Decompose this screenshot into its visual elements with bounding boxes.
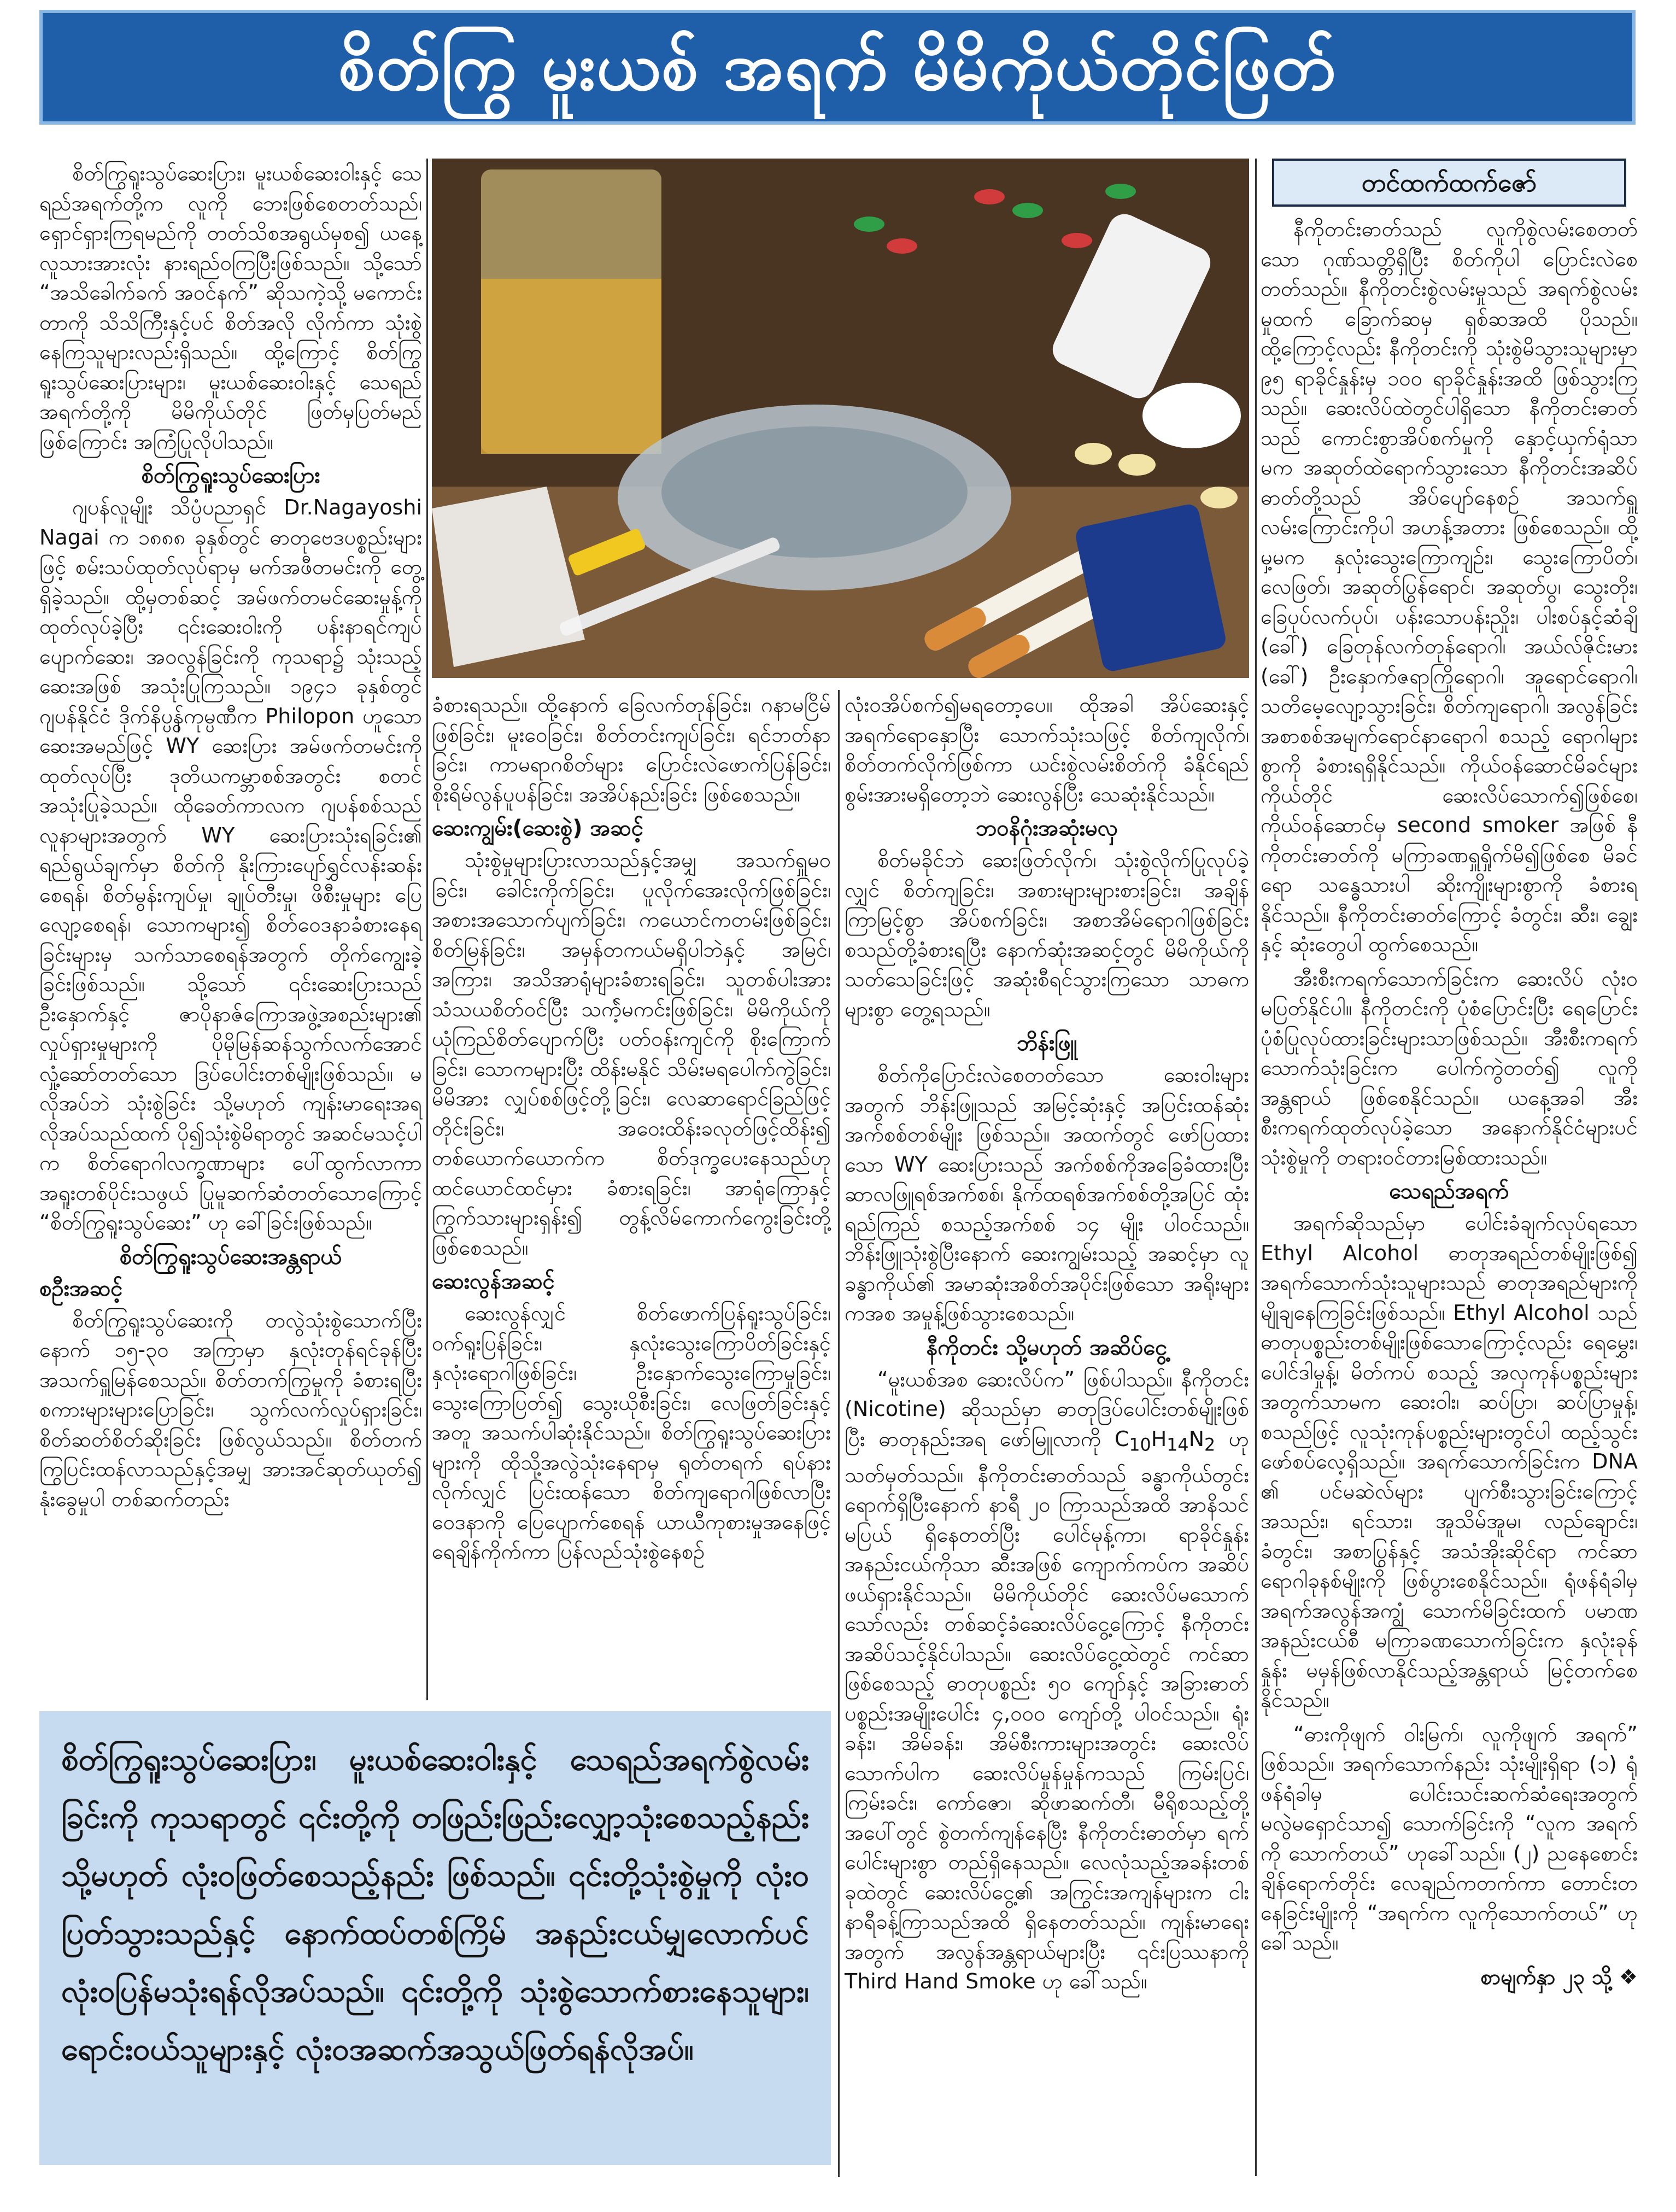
article-column-4 — [1261, 159, 1638, 1992]
intro-paragraph: စိတ်ကြွရူးသွပ်ဆေးပြား၊ မူးယစ်ဆေးဝါးနှင့် သေရည်အရက်တို့က လူကို ဘေးဖြစ်စေတတ်သည်၊ ရှောင်ရှားကြရမည်ကို တတ်သိစအရွယ်မှစ၍ ယနေ့လူသားအားလုံး နားရည်ဝကြပြီးဖြစ်သည်။ သို့သော် “အသိခေါက်ခက် အဝင်နက်” ဆိုသကဲ့သို့ မကောင်းတာကို သိသိကြီးနှင့်ပင် စိတ်အလို လိုက်ကာ သုံးစွဲနေကြသူများလည်းရှိသည်။ ထို့ကြောင့် စိတ်ကြွရူးသွပ်ဆေးပြားများ၊ မူးယစ်ဆေးဝါးနှင့် သေရည်အရက်တို့ကို မိမိကိုယ်တိုင် ဖြတ်မှပြတ်မည်ဖြစ်ကြောင်း အကြံပြုလိုပါသည်။ — [39, 161, 422, 454]
drugs-photo-illustration — [432, 159, 1249, 678]
subheading-overdose-stage: ဆေးလွန်အဆင့် — [432, 1269, 555, 1294]
nicotine-paragraph: “မူးယစ်အစ ဆေးလိပ်က” ဖြစ်ပါသည်။ နီကိုတင်း (Nicotine) ဆိုသည်မှာ ဓာတုဒြပ်ပေါင်းတစ်မျိုးဖြစ်ပြီး ဓာတုနည်းအရ ဖော်မြူလာကို $C_{10}H_{14}N_2$ ဟု သတ်မှတ်သည်။ နီကိုတင်းဓာတ်သည် ခန္ဓာကိုယ်တွင်း ရောက်ရှိပြီးနောက် နာရီ ၂၀ ကြာသည်အထိ အာနိသင်မပြယ် ရှိနေတတ်ပြီး ပေါင်မုန့်ကာ၊ ရာခိုင်နှုန်းအနည်းငယ်ကိုသာ ဆီးအဖြစ် ကျောက်ကပ်က အဆိပ်ဖယ်ရှားနိုင်သည်။ မိမိကိုယ်တိုင် ဆေးလိပ်မသောက်သော်လည်း တစ်ဆင့်ခံဆေးလိပ်ငွေ့ကြောင့် နီကိုတင်း အဆိပ်သင့်နိုင်ပါသည်။ ဆေးလိပ်ငွေ့ထဲတွင် ကင်ဆာဖြစ်စေသည့် ဓာတုပစ္စည်း ၅၀ ကျော်နှင့် အခြားဓာတ်ပစ္စည်းအမျိုးပေါင်း ၄,၀၀၀ ကျော်တို့ ပါဝင်သည်။ ရုံးခန်း၊ အိမ်ခန်း၊ အိမ်စီးကားများအတွင်း ဆေးလိပ်သောက်ပါက ဆေးလိပ်မှုန်မှုန်ကသည် ကြမ်းပြင်၊ ကြမ်းခင်း၊ ကော်ဇော၊ ဆိုဖာဆက်တီ၊ မီရိုစသည့်တို့အပေါ်တွင် စွဲတက်ကျန်နေပြီး နီကိုတင်းဓာတ်မှာ ရက်ပေါင်းများစွာ တည်ရှိနေသည်။ လေလုံသည့်အခန်းတစ်ခုထဲတွင် ဆေးလိပ်ငွေ့၏ အကြွင်းအကျန်များက ငါးနာရီခန့်ကြာသည်အထိ ရှိနေတတ်သည်။ ကျန်းမာရေးအတွက် အလွန်အန္တရာယ်များပြီး ၎င်းပြဿနာကို Third Hand Smoke ဟု ခေါ်သည်။ — [845, 1367, 1249, 1994]
tragic-end-paragraph: စိတ်မခိုင်ဘဲ ဆေးဖြတ်လိုက်၊ သုံးစွဲလိုက်ပြုလုပ်ခဲ့လျှင် စိတ်ကျခြင်း၊ အစားများများစားခြင်း၊ အချိန်ကြာမြင့်စွာ အိပ်စက်ခြင်း၊ အစာအိမ်ရောဂါဖြစ်ခြင်းစသည်တို့ခံစားရပြီး နောက်ဆုံးအဆင့်တွင် မိမိကိုယ်ကို သတ်သေခြင်းဖြင့် အဆုံးစီရင်သွားကြသော သာဓကများစွာ တွေ့ရသည်။ — [845, 848, 1249, 1021]
column-divider — [1255, 159, 1257, 2176]
drugs-photo — [432, 159, 1249, 678]
pull-quote-text: စိတ်ကြွရူးသွပ်ဆေးပြား၊ မူးယစ်ဆေးဝါးနှင့် သေရည်အရက်စွဲလမ်းခြင်းကို ကုသရာတွင် ၎င်းတို့ကို တဖြည်းဖြည်းလျှော့သုံးစေသည့်နည်း သို့မဟုတ် လုံးဝဖြတ်စေသည့်နည်း ဖြစ်သည်။ ၎င်းတို့သုံးစွဲမှုကို လုံးဝပြတ်သွားသည်နှင့် နောက်ထပ်တစ်ကြိမ် အနည်းငယ်မျှလောက်ပင် လုံးဝပြန်မသုံးရန်လိုအပ်သည်။ ၎င်းတို့ကို သုံးစွဲသောက်စားနေသူများ၊ ရောင်းဝယ်သူများနှင့် လုံးဝအဆက်အသွယ်ဖြတ်ရန်လိုအပ်။ — [61, 1742, 809, 2067]
e-cigarette-paragraph: အီးစီးကရက်သောက်ခြင်းက ဆေးလိပ် လုံးဝမပြတ်နိုင်ပါ။ နီကိုတင်းကို ပုံစံပြောင်းပြီး ရေပြောင်းပုံစံပြုလုပ်ထားခြင်းများသာဖြစ်သည်။ အီးစီးကရက်သောက်သုံးခြင်းက ပေါက်ကွဲတတ်၍ လူကိုအန္တရာယ် ဖြစ်စေနိုင်သည်။ ယနေ့အခါ အီးစီးကရက်ထုတ်လုပ်ခဲ့သော အနောက်နိုင်ငံများပင် သုံးစွဲမှုကို တရားဝင်တားမြစ်ထားသည်။ — [1261, 966, 1638, 1169]
section-heading-tragic-end: ဘဝနိဂုံးအဆုံးမလှ — [975, 816, 1118, 841]
subheading-addiction-stage: ဆေးကျွမ်း(ဆေးစွဲ) အဆင့် — [432, 816, 644, 841]
heroin-paragraph: စိတ်ကိုပြောင်းလဲစေတတ်သော ဆေးဝါးများအတွက် ဘိန်းဖြူသည် အမြင့်ဆုံးနှင့် အပြင်းထန်ဆုံးအက်စစ်တစ်မျိုး ဖြစ်သည်။ အထက်တွင် ဖော်ပြထားသော WY ဆေးပြားသည် အက်စစ်ကိုအခြေခံထားပြီး ဆာလဖြူရစ်အက်စစ်၊ နိုက်ထရစ်အက်စစ်တို့အပြင် ထုံးရည်ကြည် စသည့်အက်စစ် ၁၄ မျိုး ပါဝင်သည်။ ဘိန်းဖြူသုံးစွဲပြီးနောက် ဆေးကျွမ်းသည့် အဆင့်မှာ လူခန္ဓာကိုယ်၏ အမာဆုံးအစိတ်အပိုင်းဖြစ်သော အရိုးများကအစ အမှုန့်ဖြစ်သွားစေသည်။ — [845, 1063, 1249, 1325]
headline-title: စိတ်ကြွ မူးယစ် အရက် မိမိကိုယ်တိုင်ဖြတ် — [338, 29, 1337, 105]
section-heading-stimulant: စိတ်ကြွရူးသွပ်ဆေးပြား — [141, 463, 320, 488]
section-heading-stimulant-danger: စိတ်ကြွရူးသွပ်ဆေးအန္တရာယ် — [119, 1244, 342, 1269]
continued-on-page: စာမျက်နှာ ၂၃ သို့ ❖ — [1480, 1964, 1638, 1989]
column-divider — [838, 690, 840, 2177]
author-byline: တင်ထက်ထက်ဇော် — [1272, 159, 1626, 207]
overdose-continued: လုံးဝအိပ်စက်၍မရတော့ပေ။ ထိုအခါ အိပ်ဆေးနှင့်အရက်ရောနှောပြီး သောက်သုံးသဖြင့် စိတ်ကျလိုက်၊ စိတ်တက်လိုက်ဖြစ်ကာ ယင်းစွဲလမ်းစိတ်ကို ခံနိုင်ရည်စွမ်းအားမရှိတော့ဘဲ ဆေးလွန်ပြီး သေဆုံးနိုင်သည်။ — [845, 693, 1249, 806]
nicotine-effects-paragraph: နီကိုတင်းဓာတ်သည် လူကိုစွဲလမ်းစေတတ်သော ဂုဏ်သတ္တိရှိပြီး စိတ်ကိုပါ ပြောင်းလဲစေတတ်သည်။ နီကိုတင်းစွဲလမ်းမှုသည် အရက်စွဲလမ်းမှုထက် ခြောက်ဆမှ ရှစ်ဆအထိ ပိုသည်။ ထို့ကြောင့်လည်း နီကိုတင်းကို သုံးစွဲမိသွားသူများမှာ ၉၅ ရာခိုင်နှုန်းမှ ၁၀၀ ရာခိုင်နှုန်းအထိ ဖြစ်သွားကြသည်။ ဆေးလိပ်ထဲတွင်ပါရှိသော နီကိုတင်းဓာတ်သည် ကောင်းစွာအိပ်စက်မှုကို နှောင့်ယှက်ရုံသာမက အဆုတ်ထဲရောက်သွားသော နီကိုတင်းအဆိပ်ဓာတ်တို့သည် အိပ်ပျော်နေစဉ် အသက်ရှူလမ်းကြောင်းကိုပါ အဟန့်အတား ဖြစ်စေသည်။ ထို့မှ့မက နှလုံးသွေးကြောကျဉ်း၊ သွေးကြောပိတ်၊ လေဖြတ်၊ အဆုတ်ပြွန်ရောင်၊ အဆုတ်ပွ၊ သွေးတိုး၊ ခြေပုပ်လက်ပုပ်၊ ပန်းသောပန်းညှိုး၊ ပါးစပ်နှင့်ဆံချိ (ခေါ်) ခြေတုန်လက်တုန်ရောဂါ၊ အယ်လ်ဇိုင်းမား (ခေါ်) ဦးနှောက်ဇရာကြိုရောဂါ၊ အူရောင်ရောဂါ၊ သတိမေ့လျော့သွားခြင်း၊ စိတ်ကျရောဂါ၊ အလွန်ခြင်း အစာစစ်အမျက်ရောင်နာရောဂါ စသည့် ရောဂါများစွာကို ခံစားရရှိနိုင်သည်။ ကိုယ်ဝန်ဆောင်မိခင်များကိုယ်တိုင် ဆေးလိပ်သောက်၍ဖြစ်စေ၊ ကိုယ်ဝန်ဆောင်မှ second smoker အဖြစ် နီကိုတင်းဓာတ်ကို မကြာခဏရှူရှိုက်မိ၍ဖြစ်စေ မိခင်ရော သန္ဓေသားပါ ဆိုးကျိုးများစွာကို ခံစားရနိုင်သည်။ နီကိုတင်းဓာတ်ကြောင့် ခံတွင်း၊ ဆီး၊ ချွေးနှင့် ဆုံးတွေပါ ထွက်စေသည်။ — [1261, 217, 1638, 956]
article-column-3 — [845, 690, 1249, 2001]
subheading-initial-stage: စဦးအဆင့် — [39, 1275, 123, 1301]
section-heading-alcohol: သေရည်အရက် — [1389, 1179, 1509, 1204]
pull-quote-box — [39, 1711, 831, 2165]
overdose-stage-paragraph: ဆေးလွန်လျှင် စိတ်ဖောက်ပြန်ရူးသွပ်ခြင်း၊ ဝက်ရူးပြန်ခြင်း၊ နှလုံးသွေးကြောပိတ်ခြင်းနှင့် နှလုံးရောဂါဖြစ်ခြင်း၊ ဦးနှောက်သွေးကြောမှုခြင်း၊ သွေးကြောပြတ်၍ သွေးယိုစီးခြင်း၊ လေဖြတ်ခြင်းနှင့် အတူ အသက်ပါဆုံးနိုင်သည်။ စိတ်ကြွရူးသွပ်ဆေးပြားများကို ထိုသို့အလွဲသုံးနေရာမှ ရုတ်တရက် ရပ်နားလိုက်လျှင် ပြင်းထန်သော စိတ်ကျရောဂါဖြစ်လာပြီး ဝေဒနာကို ပြေပျောက်စေရန် ယာယီကုစားမှုအနေဖြင့် ရေချိန်ကိုက်ကာ ပြန်လည်သုံးစွဲနေစဉ် — [432, 1301, 831, 1564]
article-column-2 — [432, 690, 831, 1571]
stimulant-history-paragraph: ဂျပန်လူမျိုး သိပ္ပံပညာရှင် Dr.Nagayoshi Nagai က ၁၈၈၈ ခုနှစ်တွင် ဓာတုဗေဒပစ္စည်းများဖြင့် စမ်းသပ်ထုတ်လုပ်ရာမှ မက်အဖီတမင်းကို တွေ့ရှိခဲ့သည်။ ထို့မှတစ်ဆင့် အမ်ဖက်တမင်ဆေးမှုန့်ကို ထုတ်လုပ်ခဲ့ပြီး ၎င်းဆေးဝါးကို ပန်းနာရင်ကျပ် ပျောက်ဆေး၊ အဝလွန်ခြင်းကို ကုသရာ၌ သုံးသည့် ဆေးအဖြစ် အသုံးပြုကြသည်။ ၁၉၄၁ ခုနှစ်တွင် ဂျပန်နိုင်ငံ ဒိုက်နိပ္ပွန်ကုမ္ပဏီက Philopon ဟူသော ဆေးအမည်ဖြင့် WY ဆေးပြား အမ်ဖက်တမင်းကို ထုတ်လုပ်ပြီး ဒုတိယကမ္ဘာစစ်အတွင်း စတင် အသုံးပြုခဲ့သည်။ ထိုခေတ်ကာလက ဂျပန်စစ်သည် လူနာများအတွက် WY ဆေးပြားသုံးရခြင်း၏ ရည်ရွယ်ချက်မှာ စိတ်ကို နိုးကြားပျော်ရွှင်လန်းဆန်း စေရန်၊ စိတ်မွန်းကျပ်မှု၊ ချုပ်တီးမှု၊ ဖိစီးမှုများ ပြေလျော့စေရန်၊ သောကများ၍ စိတ်ဝေဒနာခံစားနေရခြင်းများမှ သက်သာစေရန်အတွက် တိုက်ကျွေးခဲ့ခြင်းဖြစ်သည်။ သို့သော် ၎င်းဆေးပြားသည် ဦးနှောက်နှင့် ဇာပိုနာဇ်ကြောအဖွဲ့အစည်းများ၏ လှုပ်ရှားမှုများကို ပိုမိုမြန်ဆန်သွက်လက်အောင် လှုံ့ဆော်တတ်သော ဒြပ်ပေါင်းတစ်မျိုးဖြစ်သည်။ မလိုအပ်ဘဲ သုံးစွဲခြင်း သို့မဟုတ် ကျန်းမာရေးအရ လိုအပ်သည်ထက် ပို၍သုံးစွဲမိရာတွင် အဆင်မသင့်ပါက စိတ်ရောဂါလက္ခဏာများ ပေါ်ထွက်လာကာ အရူးတစ်ပိုင်းသဖွယ် ပြုမူဆက်ဆံတတ်သောကြောင့် “စိတ်ကြွရူးသွပ်ဆေး” ဟု ခေါ်ခြင်းဖြစ်သည်။ — [39, 495, 422, 1234]
section-heading-nicotine: နီကိုတင်း သို့မဟုတ် အဆိပ်ငွေ့ — [926, 1335, 1168, 1360]
addiction-stage-paragraph: သုံးစွဲမှုများပြားလာသည်နှင့်အမျှ အသက်ရှူမဝခြင်း၊ ခေါင်းကိုက်ခြင်း၊ ပူလိုက်အေးလိုက်ဖြစ်ခြင်း၊ အစားအသောက်ပျက်ခြင်း၊ ကယောင်ကတမ်းဖြစ်ခြင်း၊ စိတ်မြန်ခြင်း၊ အမှန်တကယ်မရှိပါဘဲနှင့် အမြင်၊ အကြား၊ အသိအာရုံများခံစားရခြင်း၊ သူတစ်ပါးအား သံသယစိတ်ဝင်ပြီး သက်ဲ့မကင်းဖြစ်ခြင်း၊ မိမိကိုယ်ကို ယုံကြည်စိတ်ပျောက်ပြီး ပတ်ဝန်းကျင်ကို စိုးကြောက်ခြင်း၊ သောကများပြီး ထိန်းမနိုင် သိမ်းမရပေါက်ကွဲခြင်း၊ မိမိအား လျှပ်စစ်ဖြင့်တို့ခြင်း၊ လေဆာရောင်ခြည်ဖြင့် တိုင်းခြင်း၊ အဝေးထိန်းခလုတ်ဖြင့်ထိန်း၍ တစ်ယောက်ယောက်က စိတ်ဒုက္ခပေးနေသည်ဟု ထင်ယောင်ထင်မှား ခံစားရခြင်း၊ အာရုံကြောနှင့် ကြွက်သားများရှန်း၍ တွန့်လိမ်ကောက်ကွေးခြင်းတို့ဖြစ်စေသည်။ — [432, 848, 831, 1260]
alcohol-paragraph: အရက်ဆိုသည်မှာ ပေါင်းခံချက်လုပ်ရသော Ethyl Alcohol ဓာတုအရည်တစ်မျိုးဖြစ်၍ အရက်သောက်သုံးသူများသည် ဓာတုအရည်များကို မျိုချနေကြခြင်းဖြစ်သည်။ Ethyl Alcohol သည် ဓာတုပစ္စည်းတစ်မျိုးဖြစ်သောကြောင့်လည်း ရေမွှေး၊ ပေါင်ဒါမှုန့်၊ မိတ်ကပ် စသည့် အလှကုန်ပစ္စည်းများအတွက်သာမက ဆေးဝါး၊ ဆပ်ပြာ၊ ဆပ်ပြာမှုန့်၊ စသည်ဖြင့် လူသုံးကုန်ပစ္စည်းများတွင်ပါ ထည့်သွင်းဖော်စပ်လေ့ရှိသည်။ အရက်သောက်ခြင်းက DNA ၏ ပင်မဆဲလ်များ ပျက်စီးသွားခြင်းကြောင့် အသည်း၊ ရင်သား၊ အူသိမ်အူမ၊ လည်ချောင်း၊ ခံတွင်း၊ အစာပြွန်နှင့် အသံအိုးဆိုင်ရာ ကင်ဆာရောဂါခုနစ်မျိုးကို ဖြစ်ပွားစေနိုင်သည်။ ရုံဖန်ရံခါမှ အရက်အလွန်အကျွံ သောက်မိခြင်းထက် ပမာဏအနည်းငယ်စီ မကြာခဏသောက်ခြင်းက နှလုံးခုန်နှုန်း မမှန်ဖြစ်လာနိုင်သည့်အန္တရာယ် မြင့်တက်စေနိုင်သည်။ — [1261, 1211, 1638, 1712]
headline-banner — [39, 10, 1636, 125]
column-divider — [426, 159, 428, 1700]
alcohol-proverb-paragraph: “ဓားကိုဖျက် ဝါးမြက်၊ လူကိုဖျက် အရက်” ဖြစ်သည်။ အရက်သောက်နည်း သုံးမျိုးရှိရာ (၁) ရုံဖန်ရံခါမှ ပေါင်းသင်းဆက်ဆံရေးအတွက် မလွဲမရှောင်သာ၍ သောက်ခြင်းကို “လူက အရက်ကို သောက်တယ်” ဟုခေါ်သည်။ (၂) ညနေစောင်း ချိန်ရောက်တိုင်း လေချည်ကတက်ကာ တောင်းတနေခြင်းမျိုးကို “အရက်က လူကိုသောက်တယ်” ဟုခေါ်သည်။ — [1261, 1722, 1638, 1954]
section-heading-heroin: ဘိန်းဖြူ — [1016, 1031, 1077, 1056]
initial-stage-paragraph: စိတ်ကြွရူးသွပ်ဆေးကို တလွဲသုံးစွဲသောက်ပြီးနောက် ၁၅-၃၀ အကြာမှာ နှလုံးတုန်ရင်ခုန်ပြီး အသက်ရှူမြန်စေသည်။ စိတ်တက်ကြွမှုကို ခံစားရပြီး စကားများများပြောခြင်း၊ သွက်လက်လှုပ်ရှားခြင်း၊ စိတ်ဆတ်စိတ်ဆိုးခြင်း ဖြစ်လွယ်သည်။ စိတ်တက်ကြွပြင်းထန်လာသည်နှင့်အမျှ အားအင်ဆုတ်ယုတ်၍ နုံးခွေမှုပါ တစ်ဆက်တည်း — [39, 1308, 422, 1511]
article-column-1 — [39, 159, 422, 1518]
initial-stage-continued: ခံစားရသည်။ ထို့နောက် ခြေလက်တုန်ခြင်း၊ ဂနာမငြိမ်ဖြစ်ခြင်း၊ မူးဝေခြင်း၊ စိတ်တင်းကျပ်ခြင်း၊ ရင်ဘတ်နာခြင်း၊ ကာမရာဂစိတ်များ ပြောင်းလဲဖောက်ပြန်ခြင်း၊ စိုးရိမ်လွန်ပူပန်ခြင်း၊ အအိပ်နည်းခြင်း ဖြစ်စေသည်။ — [432, 693, 831, 806]
